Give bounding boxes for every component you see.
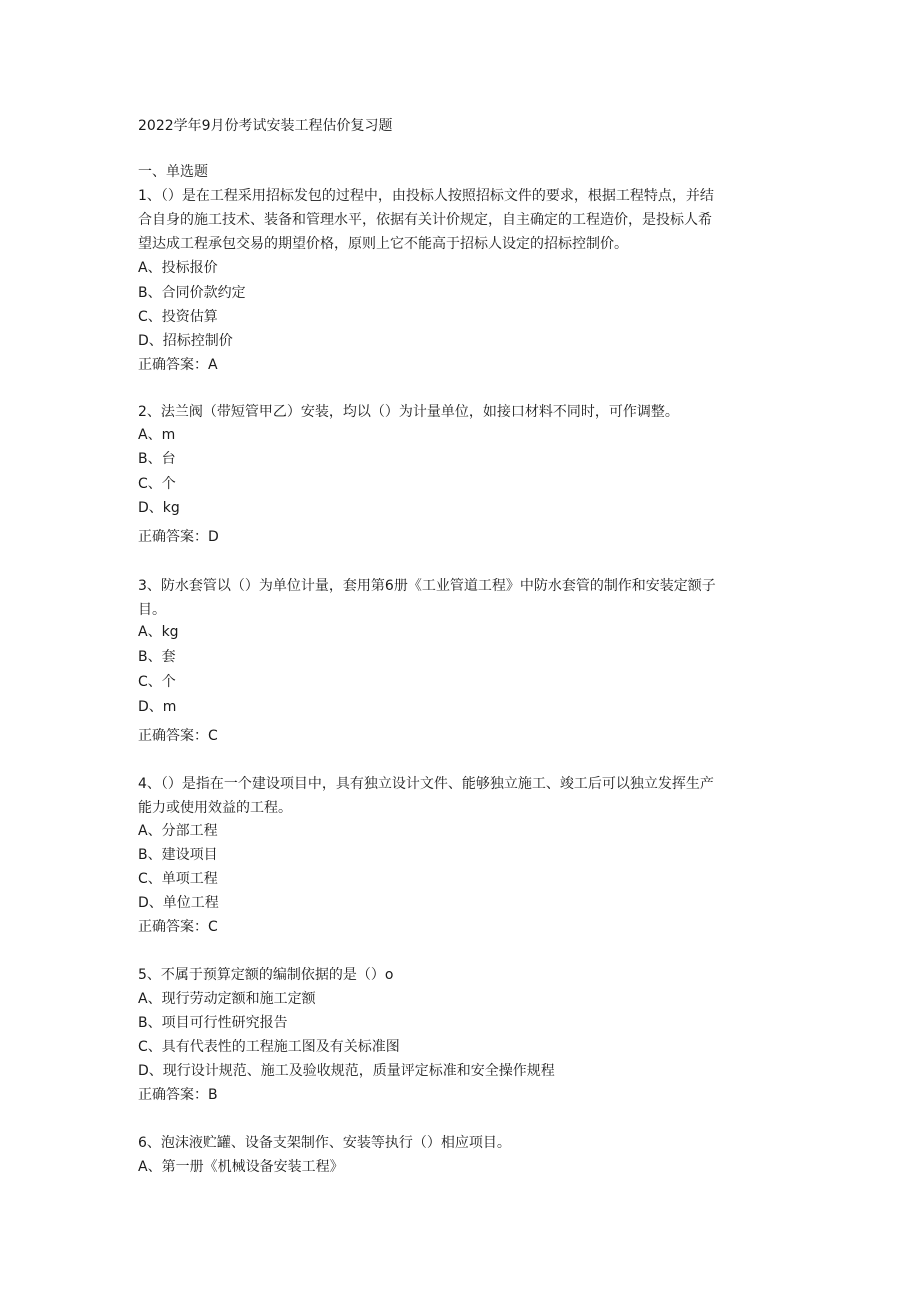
question-4-answer: 正确答案：C (138, 919, 218, 935)
question-3-answer: 正确答案：C (138, 728, 218, 744)
question-4-option-a: A、分部工程 (138, 823, 218, 839)
question-3-text-line: 3、防水套管以（）为单位计量，套用第6册《工业管道工程》中防水套管的制作和安装定额子 (138, 578, 716, 594)
question-5-option-d: D、现行设计规范、施工及验收规范，质量评定标准和安全操作规程 (138, 1063, 555, 1079)
question-2-text-line: 2、法兰阀（带短管甲乙）安装，均以（）为计量单位，如接口材料不同时，可作调整。 (138, 404, 679, 420)
question-4-text-line: 4、（）是指在一个建设项目中，具有独立设计文件、能够独立施工、竣工后可以独立发挥生产 (138, 776, 714, 792)
question-1-text-line: 望达成工程承包交易的期望价格，原则上它不能高于招标人设定的招标控制价。 (138, 236, 628, 252)
question-3-option-c: C、个 (138, 674, 176, 690)
question-5-answer: 正确答案：B (138, 1087, 218, 1103)
question-1-option-b: B、合同价款约定 (138, 285, 246, 301)
question-1-text-line: 合自身的施工技术、装备和管理水平，依据有关计价规定，自主确定的工程造价，是投标人希 (138, 212, 712, 228)
question-3-option-b: B、套 (138, 649, 176, 665)
question-2-option-a: A、m (138, 427, 176, 443)
question-1-option-c: C、投资估算 (138, 309, 218, 325)
question-2-option-b: B、台 (138, 451, 176, 467)
question-4-option-b: B、建设项目 (138, 847, 218, 863)
question-6-option-a: A、第一册《机械设备安装工程》 (138, 1159, 344, 1175)
question-2-answer: 正确答案：D (138, 529, 219, 545)
document-title: 2022学年9月份考试安装工程估价复习题 (138, 118, 393, 134)
question-2-option-c: C、个 (138, 476, 176, 492)
section-heading: 一、单选题 (138, 164, 208, 180)
question-3-option-d: D、m (138, 699, 177, 715)
question-1-text-line: 1、（）是在工程采用招标发包的过程中，由投标人按照招标文件的要求，根据工程特点，并结 (138, 188, 714, 204)
question-5-option-c: C、具有代表性的工程施工图及有关标准图 (138, 1039, 400, 1055)
question-5-option-b: B、项目可行性研究报告 (138, 1015, 288, 1031)
question-1-option-d: D、招标控制价 (138, 333, 233, 349)
question-4-text-line: 能力或使用效益的工程。 (138, 800, 292, 816)
question-3-option-a: A、kg (138, 624, 179, 640)
question-1-option-a: A、投标报价 (138, 260, 218, 276)
question-6-text-line: 6、泡沫液贮罐、设备支架制作、安装等执行（）相应项目。 (138, 1135, 511, 1151)
question-4-option-c: C、单项工程 (138, 871, 218, 887)
question-2-option-d: D、kg (138, 500, 180, 516)
question-1-answer: 正确答案：A (138, 357, 218, 373)
question-4-option-d: D、单位工程 (138, 895, 219, 911)
question-5-option-a: A、现行劳动定额和施工定额 (138, 991, 316, 1007)
question-5-text-line: 5、不属于预算定额的编制依据的是（）o (138, 967, 394, 983)
question-3-text-line: 目。 (138, 602, 166, 618)
